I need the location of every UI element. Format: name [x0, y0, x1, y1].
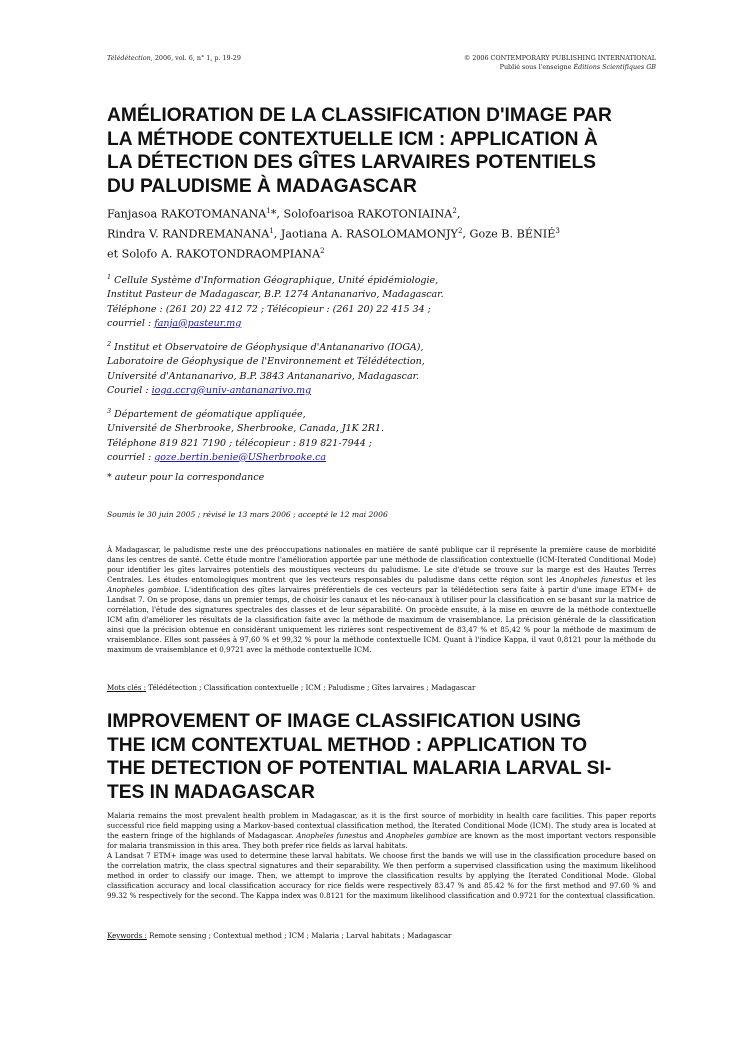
author-line: Rindra V. RANDREMANANA$^1$, Jaotiana A. RASOLOMAMONJY$^2$, Goze B. BÉNIÉ$^3$: [107, 227, 560, 241]
publisher-notice: Publié sous l'enseigne Éditions Scientifiques GB: [499, 63, 656, 71]
running-header-left: Télédétection, 2006, vol. 6, n° 1, p. 19-29: [107, 54, 241, 62]
author-line: Fanjasoa RAKOTOMANANA$^1$*, Solofoarisoa RAKOTONIAINA$^2$,: [107, 207, 461, 221]
copyright-notice: © 2006 CONTEMPORARY PUBLISHING INTERNATIONAL: [463, 54, 656, 62]
submission-dates: Soumis le 30 juin 2005 ; révisé le 13 mars 2006 ; accepté le 12 mai 2006: [107, 510, 388, 519]
title-line: THE ICM CONTEXTUAL METHOD : APPLICATION TO: [107, 734, 588, 756]
affiliation-2: $^2$ Institut et Observatoire de Géophysique d'Antananarivo (IOGA), Laboratoire de Géophysique de l'Environnement et Télédétection, Université d'Antananarivo, B.P. 3843 Antananarivo, Madagascar. Couriel : ioga.ccrg@univ-antananarivo.mg: [107, 340, 425, 396]
email-link-2[interactable]: ioga.ccrg@univ-antananarivo.mg: [151, 384, 312, 396]
title-line: IMPROVEMENT OF IMAGE CLASSIFICATION USING: [107, 711, 582, 732]
author-line: et Solofo A. RAKOTONDRAOMPIANA$^2$: [107, 247, 325, 262]
author-list: [107, 203, 667, 264]
title-line: TES IN MADAGASCAR: [107, 781, 315, 803]
email-link-1[interactable]: fanja@pasteur.mg: [154, 317, 242, 329]
title-line: THE DETECTION OF POTENTIAL MALARIA LARVAL SI-: [107, 758, 612, 780]
affiliation-1: $^1$ Cellule Système d'Information Géographique, Unité épidémiologie, Institut Pasteur de Madagascar, B.P. 1274 Antananarivo, Madagascar. Téléphone : (261 20) 22 412 72 ; Télécopieur : (261 20) 22 415 34 ; courriel : fanja@pasteur.mg: [107, 273, 444, 329]
english-abstract: Malaria remains the most prevalent health problem in Madagascar, as it is the first source of morbidity in health care facilities. This paper reports successful rice field mapping using a Markov-based contextual classification method, the Iterated Conditional Mode (ICM). The study area is located at the eastern fringe of the highlands of Madagascar. Anopheles funestus and Anopheles gambiae are known as the most important vectors responsible for malaria transmission in this area. They both prefer rice fields as larval habitats. A Landsat 7 ETM+ image was used to determine these larval habitats. We choose first the bands we will use in the classification procedure based on the correlation matrix, the class spectral signatures and their separability. We then perform a supervised classification using the maximum likelihood method in order to classify our image. Then, we attempt to improve the classification results by applying the Iterated Conditional Mode. Global classification accuracy and local classification accuracy for rice fields were respectively 83.47 % and 85.42 % for the first method and 97.60 % and 99.32 % respectively for the second. The Kappa index was 0.8121 for the maximum likelihood classification and 0.9721 for the contextual classification.: [107, 811, 656, 900]
title-line: LA MÉTHODE CONTEXTUELLE ICM : APPLICATION À: [107, 128, 598, 150]
title-line: LA DÉTECTION DES GÎTES LARVAIRES POTENTIELS: [107, 152, 596, 174]
correspondence-note: * auteur pour la correspondance: [107, 472, 265, 483]
title-line: DU PALUDISME À MADAGASCAR: [107, 175, 417, 197]
running-header-right: [464, 54, 656, 72]
french-keywords: Mots clés : Télédétection ; Classification contextuelle ; ICM ; Paludisme ; Gîtes larvaires ; Madagascar: [107, 683, 476, 692]
english-title: [107, 710, 667, 804]
french-title: [107, 104, 667, 198]
affiliation-3: $^3$ Département de géomatique appliquée, Université de Sherbrooke, Sherbrooke, Canada, J1K 2R1. Téléphone 819 821 7190 ; télécopieur : 819 821-7944 ; courriel : goze.bertin.benie@USherbrooke.ca: [107, 407, 385, 463]
english-keywords: Keywords : Remote sensing ; Contextual method ; ICM ; Malaria ; Larval habitats ; Madagascar: [107, 931, 452, 940]
french-abstract: À Madagascar, le paludisme reste une des préoccupations nationales en matière de santé publique car il représente la première cause de morbidité dans les centres de santé. Cette étude montre l'amélioration apportée par une méthode de classification contextuelle (ICM-Iterated Conditional Mode) pour identifier les gîtes larvaires potentiels des moustiques vecteurs du paludisme. Le site d'étude se trouve sur la marge est des Hautes Terres Centrales. Les études entomologiques montrent que les vecteurs responsables du paludisme dans cette région sont les Anopheles funestus et les Anopheles gambiae. L'identification des gîtes larvaires préférentiels de ces vecteurs par la télédétection sera faite à partir d'une image ETM+ de Landsat 7. On se propose, dans un premier temps, de choisir les canaux et les néo-canaux à utiliser pour la classification en se basant sur la matrice de corrélation, l'étude des signatures spectrales des classes et de leur séparabilité. On procède ensuite, à la mise en œuvre de la méthode contextuelle ICM afin d'améliorer les résultats de la classification faite avec la méthode de maximum de vraisemblance. La précision générale de la classification ainsi que la précision obtenue en considérant uniquement les rizières sont respectivement de 83,47 % et 85,42 % pour la méthode de maximum de vraisemblance. Elles sont passées à 97,60 % et 99,32 % pour la méthode contextuelle ICM. Quant à l'indice Kappa, il vaut 0,8121 pour la méthode du maximum de vraisemblance et 0,9721 avec la méthode contextuelle ICM.: [107, 545, 657, 654]
title-line: AMÉLIORATION DE LA CLASSIFICATION D'IMAGE PAR: [107, 105, 612, 126]
email-link-3[interactable]: goze.bertin.benie@USherbrooke.ca: [154, 451, 327, 463]
